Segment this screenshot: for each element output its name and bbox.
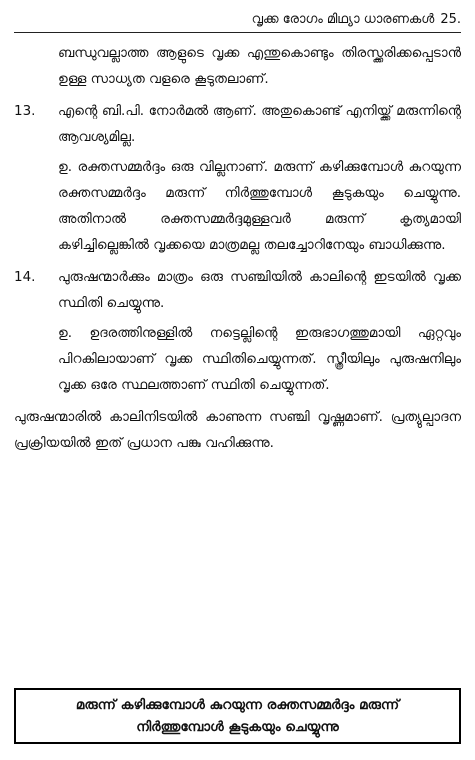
item-answer: ഉ. ഉദരത്തിനുള്ളിൽ നട്ടെല്ലിന്റെ ഇരുഭാഗത്തുമായി ഏറ്റവും പിറകിലായാണ് വൃക്ക സ്ഥിതിചെയ്യുന്നത്. സ്ത്രീയിലും പുരുഷനിലും വൃക്ക ഒരേ സ്ഥലത്താണ് സ്ഥിതി ചെയ്യുന്നത്. — [58, 325, 461, 393]
item-question: എന്റെ ബി.പി. നോർമൽ ആണ്. അതുകൊണ്ട് എനിയ്ക്ക് മരുന്നിന്റെ ആവശ്യമില്ല. — [58, 103, 461, 145]
item-question: പുരുഷന്മാർക്കും മാത്രം ഒരു സഞ്ചിയിൽ കാലിന്റെ ഇടയിൽ വൃക്ക സ്ഥിതി ചെയ്യുന്നു. — [58, 269, 461, 311]
highlight-box — [14, 688, 461, 744]
question-item-14 — [14, 264, 461, 316]
item-number: 14. — [14, 269, 36, 285]
page-body — [14, 40, 461, 456]
page-number: 25. — [440, 11, 461, 27]
closing-paragraph: പുരുഷന്മാരിൽ കാലിനിടയിൽ കാണുന്ന സഞ്ചി വൃഷ്ണമാണ്. പ്രത്യുല്പാദന പ്രക്രിയയിൽ ഇത് പ്രധാന പങ്കു വഹിക്കുന്നു. — [14, 409, 461, 451]
continuation-paragraph: ബന്ധുവല്ലാത്ത ആളുടെ വൃക്ക എന്തുകൊണ്ടും തിരസ്ക്കരിക്കപ്പെടാൻ ഉള്ള സാധ്യത വളരെ കൂടുതലാണ്. — [58, 45, 461, 87]
item-number: 13. — [14, 103, 36, 119]
highlight-line-2: നിർത്തുമ്പോൾ കൂടുകയും ചെയ്യുന്നു — [136, 719, 339, 735]
page-header — [14, 6, 461, 33]
item-answer: ഉ. രക്തസമ്മർദ്ദം ഒരു വില്ലനാണ്. മരുന്ന് കഴിക്കുമ്പോൾ കുറയുന്ന രക്തസമ്മർദ്ദം മരുന്ന് നിർത്തുമ്പോൾ കൂടുകയും ചെയ്യുന്നു. അതിനാൽ രക്തസമ്മർദ്ദമുള്ളവർ മരുന്ന് കൃത്യമായി കഴിച്ചില്ലെങ്കിൽ വൃക്കയെ മാത്രമല്ല തലച്ചോറിനേയും ബാധിക്കുന്നു. — [58, 159, 461, 253]
running-title: വൃക്ക രോഗം മിഥ്യാ ധാരണകൾ — [251, 11, 435, 27]
highlight-line-1: മരുന്ന് കഴിക്കുമ്പോൾ കുറയുന്ന രക്തസമ്മർദ്ദം മരുന്ന് — [75, 697, 400, 713]
question-item-13 — [14, 98, 461, 150]
